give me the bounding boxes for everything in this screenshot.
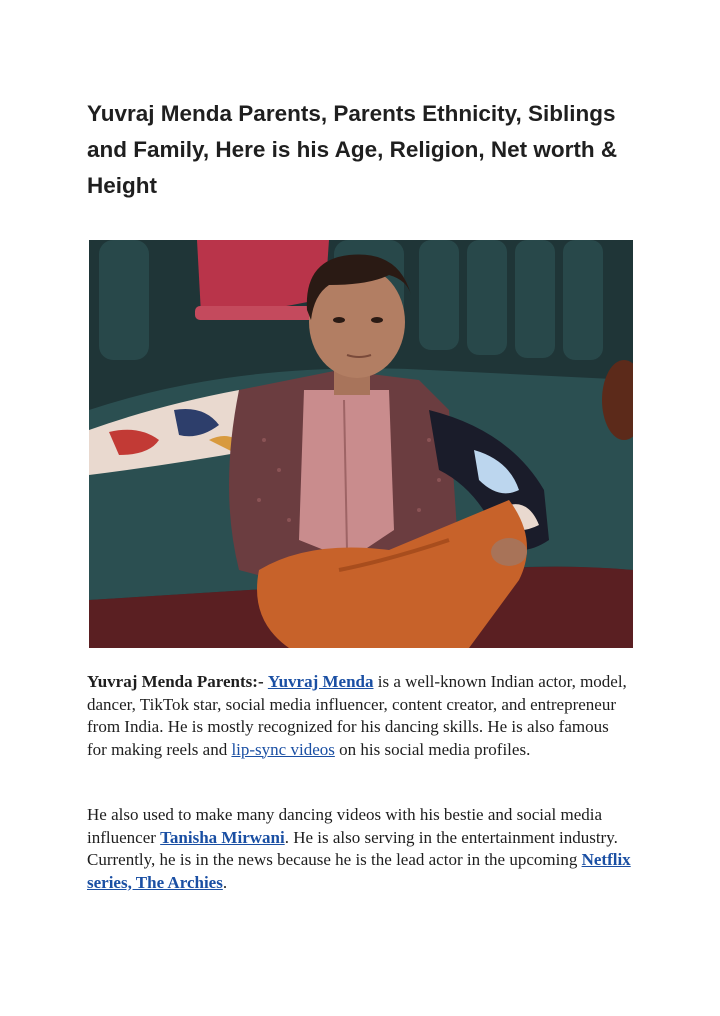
paragraph-text: He also used to make many dancing videos with his bestie and social media influencer: [87, 805, 603, 847]
paragraph-text: on his social media profiles.: [334, 739, 531, 759]
second-paragraph: [87, 804, 632, 894]
paragraph-text: .: [222, 872, 228, 892]
person-on-sofa-illustration: [89, 240, 633, 648]
link-tanisha-mirwani[interactable]: Tanisha Mirwani: [160, 827, 285, 847]
intro-paragraph: [87, 671, 632, 761]
article-title: Yuvraj Menda Parents, Parents Ethnicity, Siblings and Family, Here is his Age, Religion, Net worth & Height: [87, 101, 618, 198]
article-photo: [89, 240, 633, 648]
link-lip-sync-videos[interactable]: lip-sync videos: [231, 739, 335, 759]
paragraph-text: . He is also serving in the entertainment industry. Currently, he is in the news because he is the lead actor in the upcoming: [87, 827, 618, 869]
paragraph-text: is a well-known Indian actor, model, dancer, TikTok star, social media influencer, content creator, and entrepreneur from India. He is mostly recognized for his dancing skills. He is also famous for making reels and: [87, 672, 627, 759]
link-netflix-the-archies[interactable]: Netflix series, The Archies: [87, 850, 631, 892]
link-yuvraj-menda[interactable]: Yuvraj Menda: [267, 672, 374, 691]
paragraph-lead: Yuvraj Menda Parents:-: [87, 672, 264, 691]
